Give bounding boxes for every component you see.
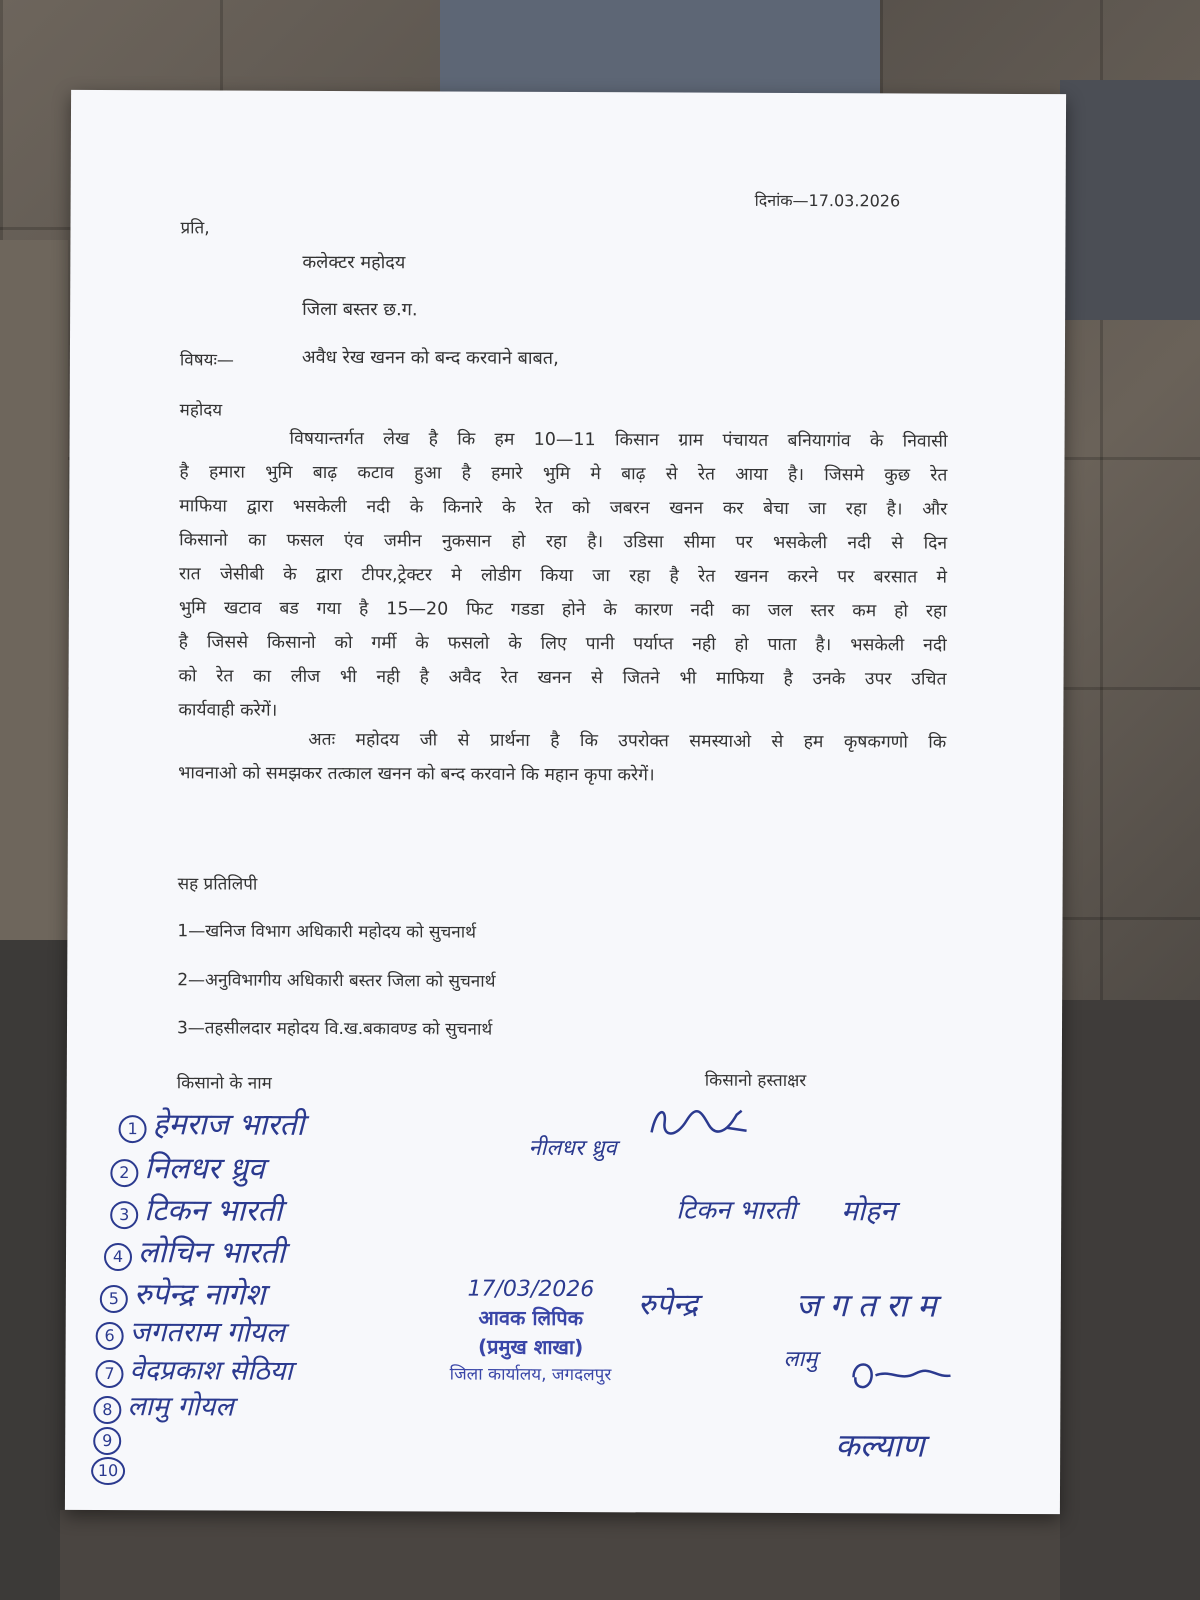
farmer-number: 9	[93, 1427, 121, 1455]
recipient-place: जिला बस्तर छ.ग.	[302, 298, 418, 321]
farmer-name-text: लामु गोयल	[127, 1391, 234, 1423]
copy-item: 3—तहसीलदार महोदय वि.ख.बकावण्ड को सुचनार्थ	[176, 1018, 493, 1040]
recipient-title: कलेक्टर महोदय	[302, 251, 406, 274]
request-line: अतः महोदय जी से प्रार्थना है कि उपरोक्त समस्याओ से हम कृषकगणो कि	[308, 729, 947, 753]
to-label: प्रति,	[180, 218, 210, 239]
farmer-name	[91, 1454, 131, 1485]
farmer-number: 4	[104, 1243, 132, 1271]
body-line: माफिया द्वारा भसकेली नदी के किनारे के रेत को जबरन खनन कर बेचा जा रहा है। और	[179, 496, 948, 520]
floor-tile	[1060, 1000, 1200, 1600]
floor-tile	[0, 240, 68, 940]
farmer-name-text: वेदप्रकाश सेठिया	[129, 1355, 293, 1387]
farmer-number: 1	[119, 1115, 147, 1143]
salutation: महोदय	[179, 400, 223, 421]
letter-date: दिनांक—17.03.2026	[754, 190, 901, 211]
floor-tile	[0, 940, 68, 1600]
signature-tikan: टिकन भारती	[676, 1195, 796, 1227]
subject-text: अवैध रेख खनन को बन्द करवाने बाबत,	[301, 346, 559, 369]
copy-heading: सह प्रतिलिपी	[177, 874, 258, 895]
signature-jagatram: जगतराम	[795, 1286, 947, 1325]
farmer-name-text: रुपेन्द्र नागेश	[133, 1277, 266, 1313]
office-stamp	[415, 1276, 645, 1385]
farmer-name-text: निलधर ध्रुव	[144, 1151, 265, 1187]
request-line: भावनाओ को समझकर तत्काल खनन को बन्द करवाने कि महान कृपा करेगें।	[178, 763, 655, 786]
body-line: रात जेसीबी के द्वारा टीपर,ट्रेक्टर मे लोडीग किया जा रहा है रेत खनन करने पर बरसात मे	[178, 564, 948, 588]
floor-tile	[60, 1510, 1060, 1600]
floor-tile	[1060, 80, 1200, 320]
signature-rupendra: रुपेन्द्र	[637, 1287, 699, 1323]
farmer-name-text: हेमराज भारती	[152, 1107, 305, 1143]
farmer-name	[96, 1312, 285, 1351]
floor-tile	[440, 0, 880, 95]
signature-scribble	[646, 1102, 756, 1146]
farmer-name	[93, 1424, 127, 1455]
farmer-name-text: जगतराम गोयल	[129, 1315, 285, 1349]
copy-item: 1—खनिज विभाग अधिकारी महोदय को सुचनार्थ	[177, 921, 477, 943]
farmer-number: 6	[96, 1322, 124, 1350]
body-line: किसानो का फसल एंव जमीन नुकसान हो रहा है। उडिसा सीमा पर भसकेली नदी से दिन	[179, 530, 948, 554]
farmer-name	[104, 1230, 285, 1272]
farmer-number: 2	[110, 1159, 138, 1187]
body-line: को रेत का लीज भी नही है अवैद रेत खनन से जितने भी माफिया है उनके उपर उचित	[178, 666, 947, 690]
body-line: है जिससे किसानो को गर्मी के फसलो के लिए पानी पर्याप्त नही हो पाता है। भसकेली नदी	[178, 632, 947, 656]
signatures-heading: किसानो हस्ताक्षर	[704, 1070, 807, 1092]
subject-label: विषयः—	[179, 350, 234, 371]
farmer-name-text: टिकन भारती	[144, 1193, 283, 1229]
body-line: भुमि खटाव बड गया है 15—20 फिट गडडा होने के कारण नदी का जल स्तर कम हो रहा	[178, 598, 947, 622]
stamp-date: 17/03/2026	[467, 1276, 595, 1303]
signature-kalyan: कल्याण	[835, 1426, 925, 1465]
farmer-number: 7	[95, 1360, 123, 1388]
copy-item: 2—अनुविभागीय अधिकारी बस्तर जिला को सुचनार्थ	[177, 970, 496, 992]
body-line: कार्यवाही करेगें।	[178, 700, 278, 721]
signature-scribble-icon	[845, 1355, 955, 1395]
farmer-number: 10	[91, 1457, 125, 1485]
farmer-number: 3	[110, 1201, 138, 1229]
stamp-line2: (प्रमुख शाखा)	[477, 1334, 584, 1360]
farmer-number: 5	[100, 1285, 128, 1313]
farmer-name	[110, 1146, 264, 1188]
stamp-line1: आवक लिपिक	[478, 1305, 584, 1331]
farmer-name	[100, 1272, 266, 1314]
names-heading: किसानो के नाम	[176, 1073, 272, 1094]
signature-lamu: लामु	[783, 1346, 818, 1373]
farmer-number: 8	[93, 1396, 121, 1424]
letter-page	[65, 90, 1066, 1514]
request-paragraph	[178, 722, 946, 793]
letter-body	[178, 421, 947, 730]
signature-scribble-icon	[647, 1102, 757, 1142]
body-line: है हमारा भुमि बाढ़ कटाव हुआ है हमारे भुमि मे बाढ़ से रेत आया है। जिसमे कुछ रेत	[179, 462, 948, 486]
signature-scribble-2	[845, 1355, 955, 1399]
body-line: विषयान्तर्गत लेख है कि हम 10—11 किसान ग्राम पंचायत बनियागांव के निवासी	[289, 428, 948, 452]
signature-niladhar: नीलधर ध्रुव	[528, 1135, 617, 1162]
farmer-name	[110, 1188, 282, 1230]
farmer-name	[95, 1350, 292, 1389]
farmer-name	[93, 1386, 233, 1425]
farmer-name	[119, 1102, 305, 1144]
stamp-line3: जिला कार्यालय, जगदलपुर	[449, 1364, 612, 1386]
farmer-name-text: लोचिन भारती	[137, 1235, 286, 1271]
signature-mohan: मोहन	[841, 1194, 896, 1228]
